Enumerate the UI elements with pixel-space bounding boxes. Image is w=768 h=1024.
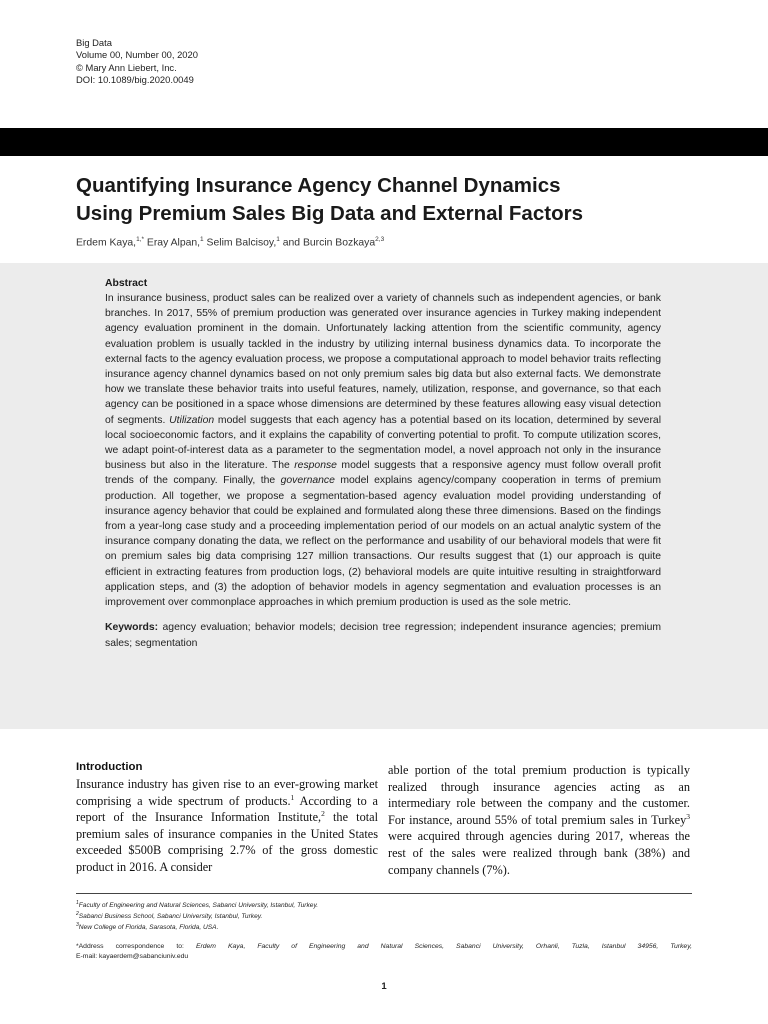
body-text: able portion of the total premium production is typically realized through insurance agencies acting as an intermediary role between the company and the customer. For instance, around 55% of total premium sales in Turkey bbox=[388, 763, 690, 827]
footnote-divider bbox=[76, 893, 692, 894]
abstract-section bbox=[0, 263, 768, 729]
author-name: and Burcin Bozkaya bbox=[279, 237, 376, 249]
article-title bbox=[76, 172, 716, 228]
footnote-number: 3 bbox=[76, 922, 79, 929]
correspondence-email: E-mail: kayaerdem@sabanciuniv.edu bbox=[76, 953, 189, 960]
correspondence-note bbox=[76, 942, 692, 962]
author-name: Selim Balcisoy, bbox=[203, 237, 277, 249]
footnote-text: Faculty of Engineering and Natural Sciences, Sabanci University, Istanbul, Turkey. bbox=[78, 902, 319, 910]
footnote-number: 2 bbox=[76, 911, 79, 918]
abstract-text bbox=[105, 291, 661, 610]
author-affiliation: 1 bbox=[200, 236, 204, 243]
correspondence-prefix: *Address correspondence to: bbox=[76, 943, 196, 950]
correspondence-details: Erdem Kaya, Faculty of Engineering and Natural Sciences, Sabanci University, Orhanli, Tuzla, Istanbul 34956, Turkey, bbox=[195, 943, 692, 950]
footnote-text: New College of Florida, Sarasota, Florida, USA. bbox=[78, 924, 219, 932]
author-affiliation: 1 bbox=[276, 236, 280, 243]
abstract-emphasis: governance bbox=[280, 475, 335, 487]
author-name: Erdem Kaya, bbox=[76, 237, 137, 249]
abstract-text-part: model suggests that a responsive agency must follow overall profit trends of the company. Finally, the bbox=[105, 460, 661, 487]
journal-volume: Volume 00, Number 00, 2020 bbox=[76, 49, 198, 61]
reference-marker: 1 bbox=[290, 792, 295, 802]
page-number: 1 bbox=[381, 981, 387, 992]
body-text: were acquired through agencies during 2017, whereas the rest of the sales were realized through bank (38%) and company channels (7%). bbox=[388, 829, 690, 877]
author-affiliation: 2,3 bbox=[375, 236, 385, 243]
journal-name: Big Data bbox=[76, 37, 112, 48]
body-text: the total premium sales of insurance companies in the United States exceeded $500B comprising 2.7% of the gross domestic product in 2016. A consider bbox=[76, 810, 379, 874]
reference-marker: 2 bbox=[321, 809, 325, 819]
title-line-2: Using Premium Sales Big Data and External Factors bbox=[76, 202, 583, 225]
header-bar bbox=[0, 128, 768, 156]
abstract-content bbox=[105, 277, 661, 651]
footnote bbox=[76, 910, 692, 921]
journal-meta bbox=[76, 37, 198, 87]
body-text: Insurance industry has given rise to an ever-growing market comprising a wide spectrum of products. bbox=[76, 777, 378, 808]
abstract-heading: Abstract bbox=[105, 278, 148, 289]
section-heading-introduction: Introduction bbox=[76, 761, 143, 773]
author-list bbox=[76, 236, 384, 248]
correspondence-address bbox=[76, 942, 692, 952]
body-column-left bbox=[76, 760, 378, 876]
journal-doi: DOI: 10.1089/big.2020.0049 bbox=[76, 74, 194, 86]
footnote-number: 1 bbox=[76, 900, 79, 906]
body-text: According to a report of the Insurance Information Institute, bbox=[76, 793, 379, 825]
title-line-1: Quantifying Insurance Agency Channel Dynamics bbox=[76, 174, 561, 197]
abstract-text-part: model suggests that each agency has a potential based on its location, determined by several local socioeconomic factors, and it explains the capability of converting potential to profit. To compute utilization scores, we adapt point-of-interest data as a parameter to the segmentation model, a novel approach not only in the insurance business but also in the literature. The bbox=[105, 414, 662, 472]
author-name: Eray Alpan, bbox=[144, 237, 201, 249]
footnote bbox=[76, 899, 692, 910]
abstract-text-part: In insurance business, product sales can be realized over a variety of channels such as independent agencies, or bank branches. In 2017, 55% of premium production was generated over insurance agencies in Turkey making independent agency evaluation prominent in the domain. Unfortunately lacking attention from the scientific community, agency evaluation problem is usually tackled in the industry by utilizing internal business dynamics data. To incorporate the external facts to the agency evaluation process, we propose a computational approach to model behavior traits reflecting insurance agency channel dynamics based on not only premium sales big data but also external facts. We demonstrate how we translate these behavior traits into useful features, namely, utilization, response, and governance, so that each agency can be positioned in a space whose dimensions are determined by these features allowing easy visual detection of segments. bbox=[105, 293, 661, 426]
journal-copyright: © Mary Ann Liebert, Inc. bbox=[76, 61, 177, 73]
reference-marker: 3 bbox=[686, 811, 690, 821]
abstract-emphasis: response bbox=[294, 460, 337, 472]
author-affiliation: 1,* bbox=[136, 236, 145, 243]
footnote bbox=[76, 921, 692, 932]
affiliation-footnotes bbox=[76, 899, 692, 933]
keywords-list: agency evaluation; behavior models; decision tree regression; independent insurance agencies; premium sales; segmentation bbox=[105, 622, 661, 649]
keywords bbox=[105, 620, 661, 651]
body-column-right bbox=[388, 762, 690, 878]
keywords-label: Keywords: bbox=[105, 622, 159, 634]
abstract-emphasis: Utilization bbox=[169, 414, 215, 426]
abstract-text-part: model explains agency/company cooperation in terms of premium production. All together, we propose a segmentation-based agency evaluation model providing understanding of insurance agency behavior that could be explained and formulated along these three dimensions. Based on the findings from a year-long case study and a proceeding implementation period of our models on an actual analytic system of the insurance company donating the data, we reflect on the performance and usability of our behavioral models that were fit on premium sales big data comprising 127 million transactions. Our results suggest that (1) our approach is quite efficient in extracting features from production logs, (2) behavioral models are quite intuitive resulting in straightforward application steps, and (3) the adoption of behavior models in agency segmentation and evaluation processes is an improvement over commonplace approaches in which premium production is used as the sole metric. bbox=[105, 475, 661, 609]
footnote-text: Sabanci Business School, Sabanci University, Istanbul, Turkey. bbox=[78, 913, 263, 921]
